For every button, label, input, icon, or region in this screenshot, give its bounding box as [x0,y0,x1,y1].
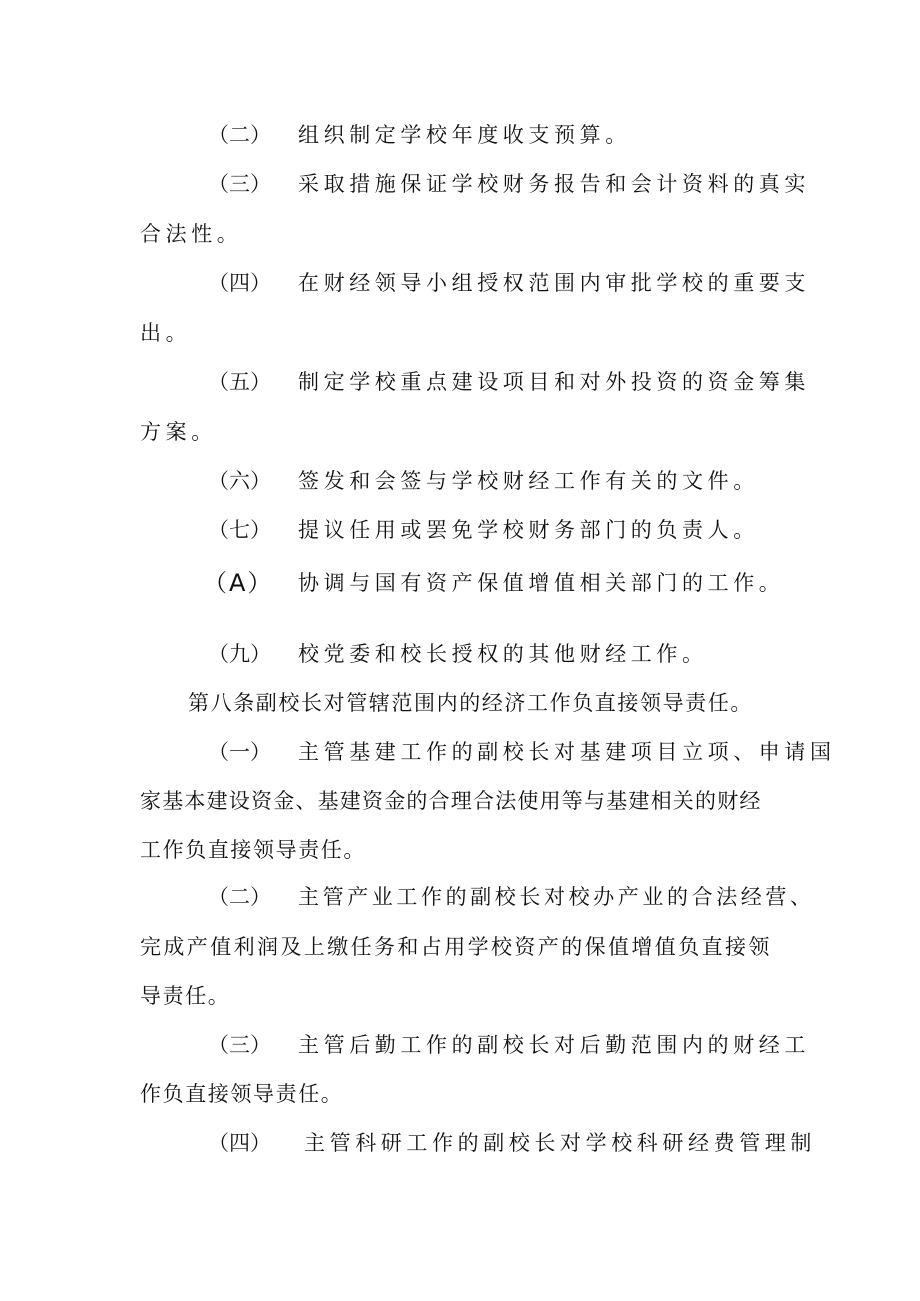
item-text: 提议任用或罢免学校财务部门的负责人。 [298,518,759,542]
item-text-continued: 合法性。 [140,222,243,246]
item-number: （九） [208,642,271,666]
item-number: （七） [208,518,271,542]
item-number: （四） [208,1131,271,1155]
item-text: 制定学校重点建设项目和对外投资的资金筹集 [298,370,810,394]
item-text: 签发和会签与学校财经工作有关的文件。 [298,469,759,493]
item-text: 主管科研工作的副校长对学校科研经费管理制 [304,1131,816,1155]
item-text: 采取措施保证学校财务报告和会计资料的真实 [298,172,810,196]
item-text: 组织制定学校年度收支预算。 [298,123,631,147]
item-number: （六） [208,469,271,493]
item-text: 主管基建工作的副校长对基建项目立项、申请国 [298,740,836,764]
item-text: 主管产业工作的副校长对校办产业的合法经营、 [298,885,815,909]
item-text-continued: 家基本建设资金、基建资金的合理合法使用等与基建相关的财经 [140,789,762,813]
item-text-continued: 工作负直接领导责任。 [140,838,366,862]
item-text-continued: 导责任。 [140,984,231,1008]
item-text-continued: 完成产值利润及上缴任务和占用学校资产的保值增值负直接领 [140,935,772,959]
item-text: 校党委和校长授权的其他财经工作。 [298,642,708,666]
item-number: （A） [203,569,274,597]
item-number: （五） [208,370,271,394]
article-heading: 第八条副校长对管辖范围内的经济工作负直接领导责任。 [188,691,753,715]
item-number: （二） [208,885,271,909]
item-number: （二） [208,123,271,147]
item-number: （四） [208,271,271,295]
item-number: （一） [208,740,271,764]
item-text-continued: 出。 [140,321,192,345]
item-text: 协调与国有资产保值增值相关部门的工作。 [298,571,785,595]
item-number: （三） [208,172,271,196]
item-text-continued: 作负直接领导责任。 [140,1082,344,1106]
item-number: （三） [208,1033,271,1057]
item-text-continued: 方案。 [140,420,217,444]
item-text: 在财经领导小组授权范围内审批学校的重要支 [298,271,810,295]
item-text: 主管后勤工作的副校长对后勤范围内的财经工 [298,1033,810,1057]
